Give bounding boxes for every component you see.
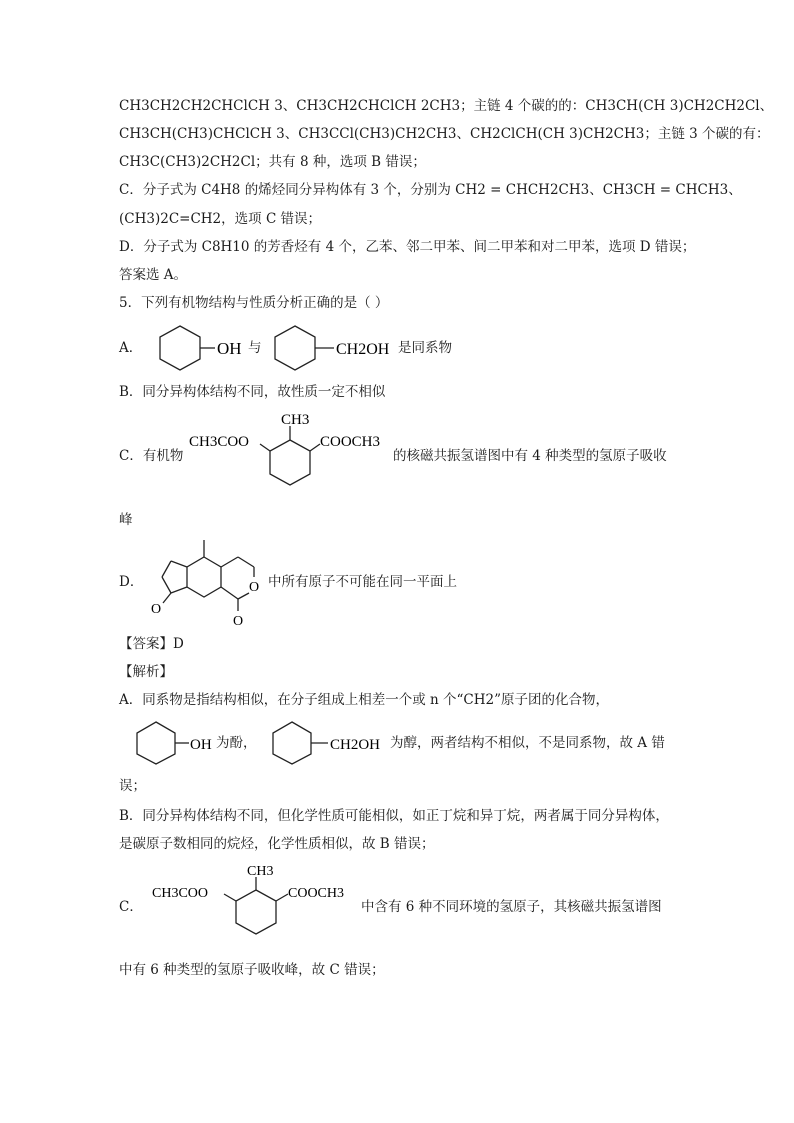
ch3-label: CH3 xyxy=(281,412,310,428)
left-carbonyl-o: O xyxy=(151,602,162,617)
benzyl-alcohol-structure-explain xyxy=(262,718,402,766)
option-a-mid: 与 xyxy=(248,340,262,356)
text-line-6: D．分子式为 C8H10 的芳香烃有 4 个，乙苯、邻二甲苯、间二甲苯和对二甲苯，选项 D 错误； xyxy=(119,239,696,255)
ch3coo-label: CH3COO xyxy=(189,434,250,450)
answer-label: 【答案】D xyxy=(119,636,184,652)
ch2oh-label: CH2OH xyxy=(336,341,390,358)
explanation-a-line-3: 误； xyxy=(119,778,146,794)
cooch3-label: COOCH3 xyxy=(320,434,381,450)
explanation-c-suffix: 中含有 6 种不同环境的氢原子，其核磁共振氢谱图 xyxy=(361,899,662,915)
cooch3-label-explain: COOCH3 xyxy=(288,886,345,901)
ring-o-label: O xyxy=(249,580,260,595)
lactone-carbonyl-o: O xyxy=(233,614,244,627)
ch3-label-explain: CH3 xyxy=(247,864,274,879)
option-c-structure xyxy=(187,408,397,500)
oh-label-explain: OH xyxy=(190,737,212,753)
text-line-7: 答案选 A。 xyxy=(119,267,188,283)
option-c-prefix: C．有机物 xyxy=(119,448,184,464)
explanation-c-line-2: 中有 6 种类型的氢原子吸收峰，故 C 错误； xyxy=(119,962,385,978)
text-line-5: (CH3)2C=CH2，选项 C 错误； xyxy=(119,211,322,227)
analysis-label: 【解析】 xyxy=(119,664,173,680)
text-line-1: CH3CH2CH2CHClCH 3、CH3CH2CHClCH 2CH3；主链 4 个碳的的：CH3CH(CH 3)CH2CH2Cl、 xyxy=(119,98,774,114)
oh-label: OH xyxy=(217,339,242,358)
option-a-prefix: A． xyxy=(119,340,143,356)
phenol-structure xyxy=(145,322,265,372)
option-c-suffix: 的核磁共振氢谱图中有 4 种类型的氢原子吸收 xyxy=(393,448,667,464)
ch3coo-label-explain: CH3COO xyxy=(152,886,209,901)
explanation-b-line-2: 是碳原子数相同的烷烃，化学性质相似，故 B 错误； xyxy=(119,836,435,852)
text-line-4: C．分子式为 C4H8 的烯烃同分异构体有 3 个，分别为 CH2 = CHCH2CH3、CH3CH = CHCH3、 xyxy=(119,182,742,198)
text-line-2: CH3CH(CH3)CHClCH 3、CH3CCl(CH3)CH2CH3、CH2ClCH(CH 3)CH2CH3；主链 3 个碳的有： xyxy=(119,126,770,142)
explanation-c-prefix: C． xyxy=(119,899,143,915)
explanation-a-line-1: A．同系物是指结构相似，在分子组成上相差一个或 n 个“CH2”原子团的化合物， xyxy=(119,692,610,708)
option-d-prefix: D． xyxy=(119,574,144,590)
option-a-suffix: 是同系物 xyxy=(398,340,452,356)
explanation-c-structure xyxy=(150,860,366,948)
option-b: B．同分异构体结构不同，故性质一定不相似 xyxy=(119,384,386,400)
question-5-stem: 5．下列有机物结构与性质分析正确的是（ ） xyxy=(119,295,389,311)
option-c-continuation: 峰 xyxy=(119,512,133,528)
text-line-3: CH3C(CH3)2CH2Cl；共有 8 种，选项 B 错误； xyxy=(119,154,426,170)
explanation-a-alcohol: 为醇，两者结构不相似，不是同系物，故 A 错 xyxy=(390,735,665,751)
explanation-b-line-1: B．同分异构体结构不同，但化学性质可能相似，如正丁烷和异丁烷，两者属于同分异构体， xyxy=(119,808,669,824)
ch2oh-label-explain: CH2OH xyxy=(330,737,381,753)
explanation-a-phenol: 为酚， xyxy=(216,735,257,751)
option-d-suffix: 中所有原子不可能在同一平面上 xyxy=(268,574,457,590)
option-d-structure xyxy=(147,535,267,627)
